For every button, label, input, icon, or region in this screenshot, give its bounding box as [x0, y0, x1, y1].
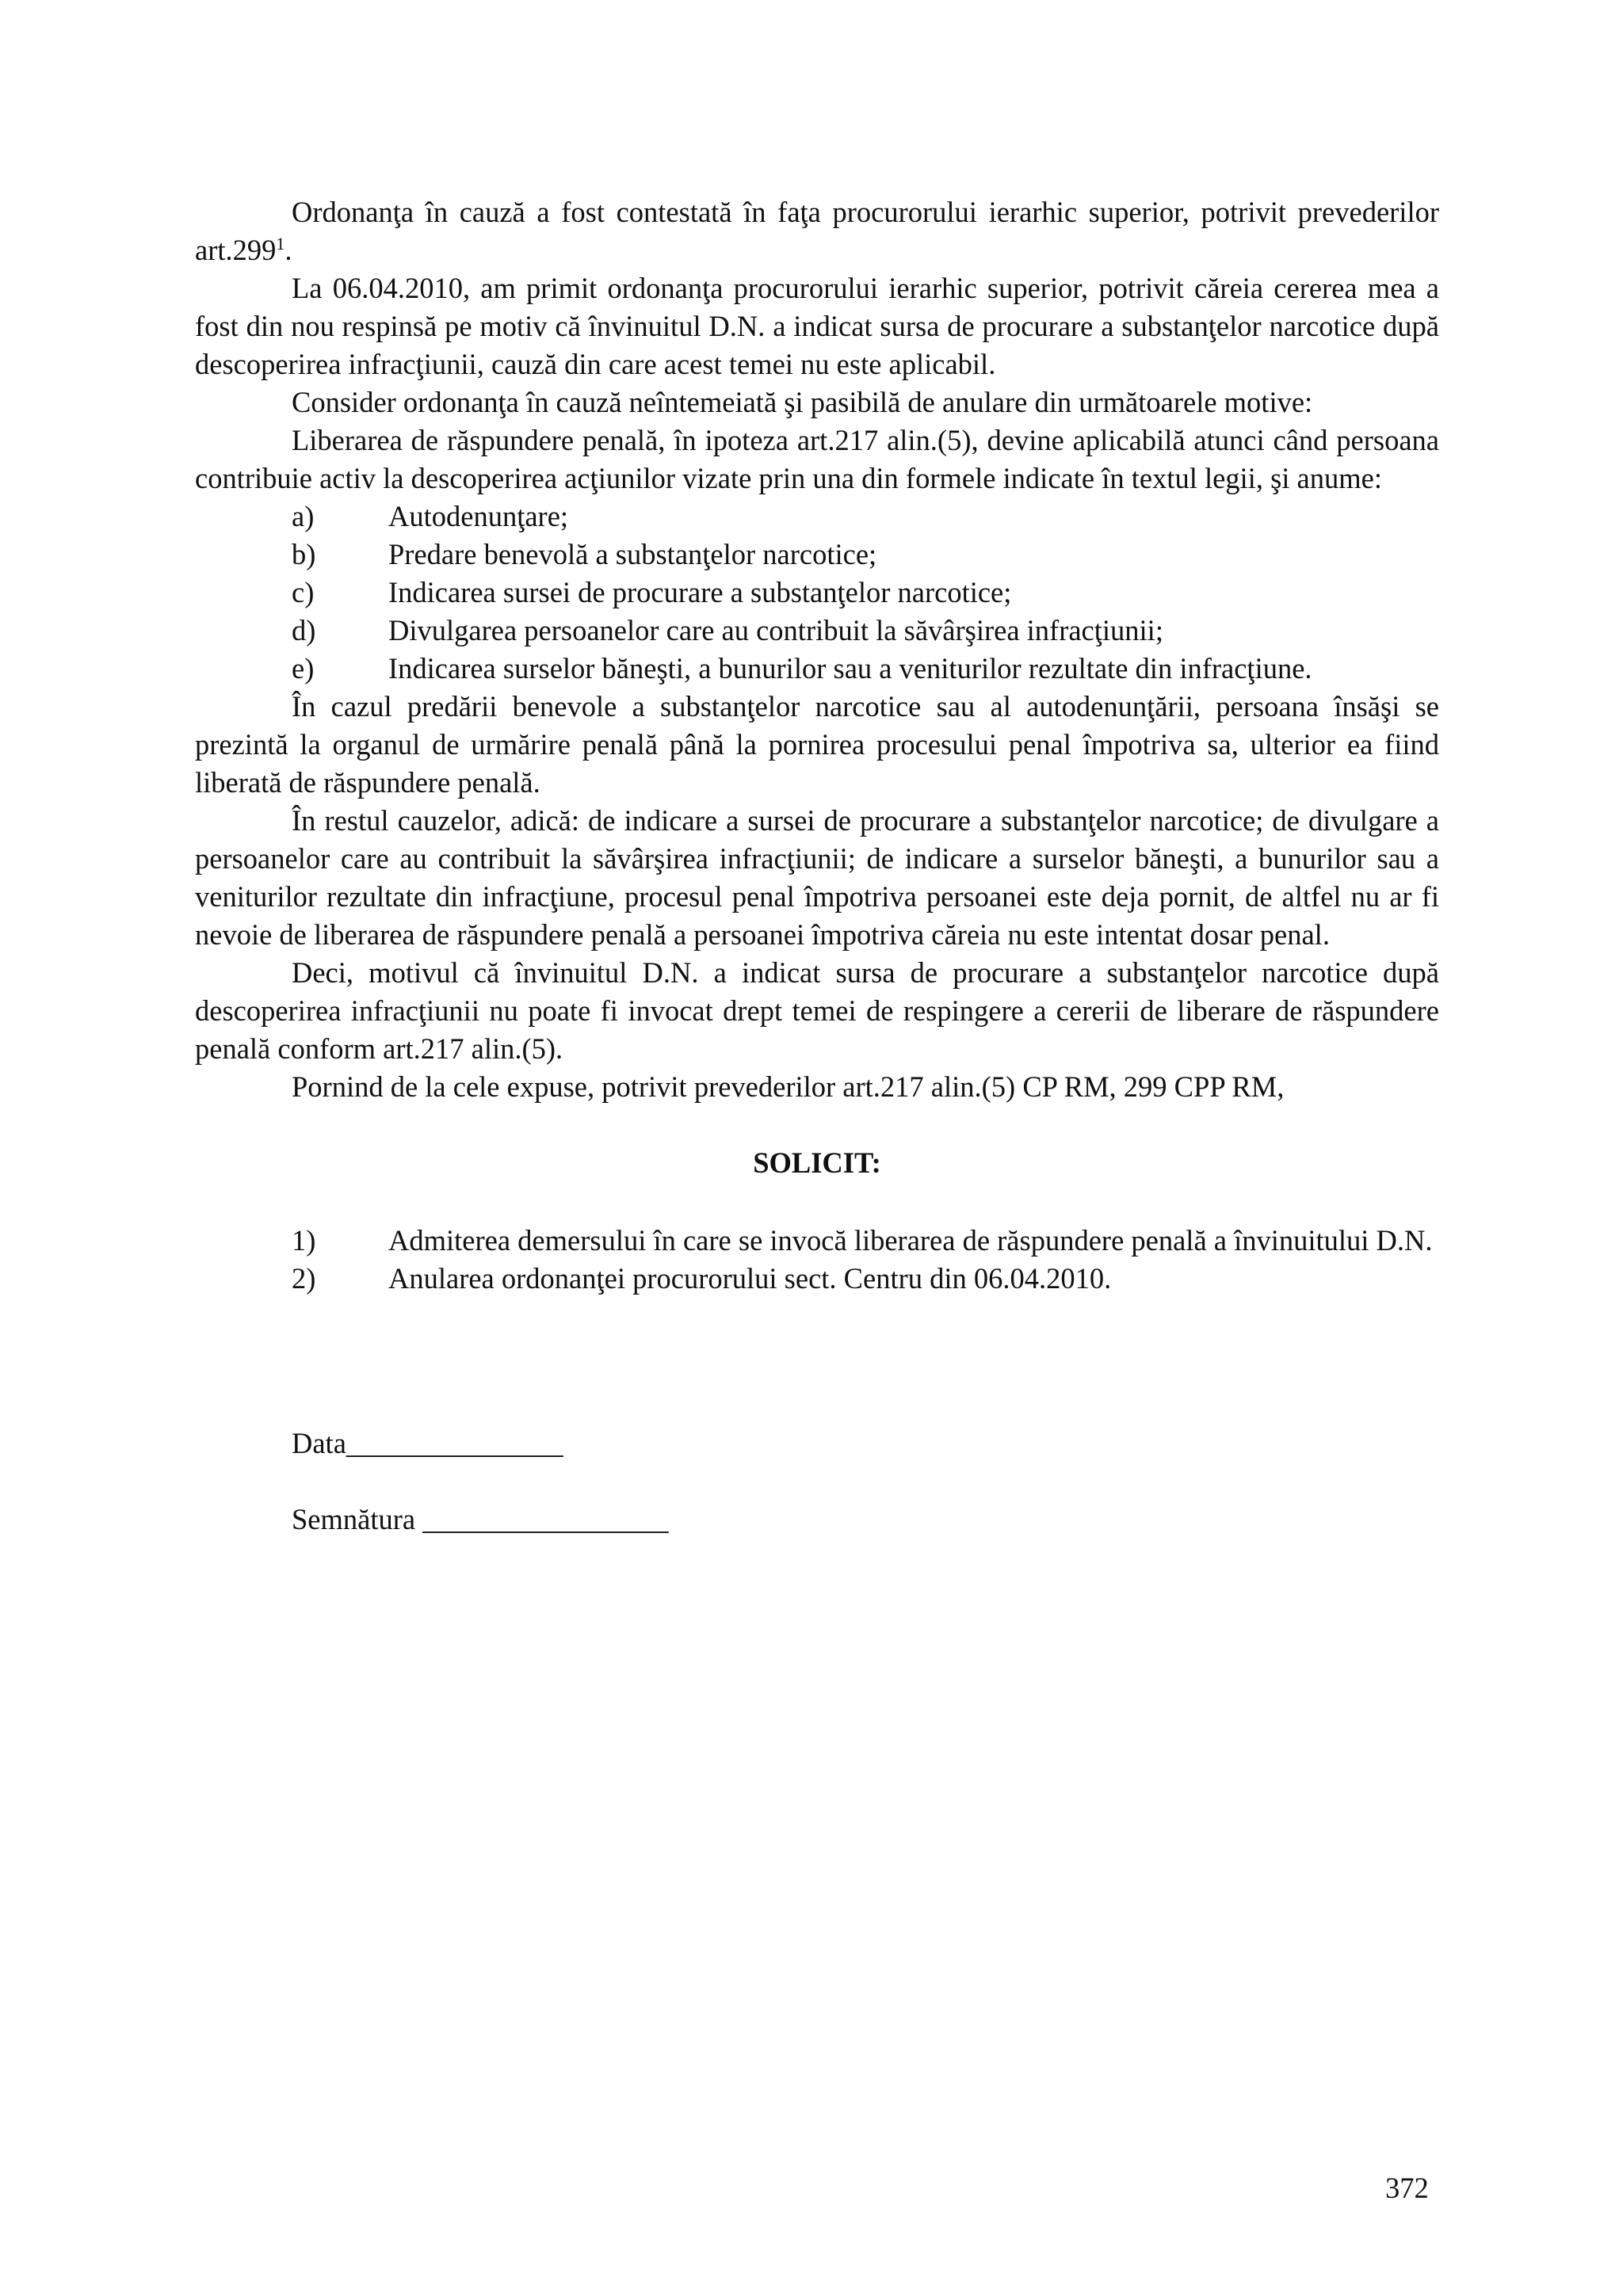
request-item-label: 2) [292, 1262, 316, 1295]
list-item [195, 536, 1439, 574]
request-item [195, 1260, 1439, 1298]
paragraph-contestation [195, 193, 1439, 269]
list-item-text: Predare benevolă a substanţelor narcotice; [388, 538, 877, 570]
list-item-text: Divulgarea persoanelor care au contribuit la săvârşirea infracţiunii; [388, 614, 1163, 646]
list-item [195, 574, 1439, 612]
paragraph-legal-basis: Pornind de la cele expuse, potrivit prevederilor art.217 alin.(5) CP RM, 299 CPP RM, [292, 1070, 1285, 1103]
request-item-label: 1) [292, 1224, 316, 1257]
list-item-label: a) [292, 500, 315, 532]
list-item-text: Indicarea sursei de procurare a substanţelor narcotice; [388, 576, 1012, 608]
list-item-label: d) [292, 614, 316, 646]
paragraph-ordinance-received: La 06.04.2010, am primit ordonanţa procurorului ierarhic superior, potrivit căreia cererea mea a fost din nou respinsă pe motiv că învinuitul D.N. a indicat sursa de procurare a substanţelor narcotice după descoperirea infracţiunii, cauză din care acest temei nu este aplicabil. [195, 272, 1439, 380]
list-item [195, 650, 1439, 688]
list-item-label: e) [292, 652, 315, 685]
list-item [195, 498, 1439, 536]
list-item-text: Autodenunţare; [388, 500, 569, 532]
signature-field: Semnătura _________________ [292, 1503, 669, 1535]
article-superscript: 1 [276, 233, 285, 254]
page-number: 372 [1385, 2172, 1429, 2204]
list-item [195, 612, 1439, 650]
paragraph-voluntary-surrender: În cazul predării benevole a substanţelor narcotice sau al autodenunţării, persoana însăşi se prezintă la organul de urmărire penală până la pornirea procesului penal împotriva sa, ulterior ea fiind liberată de răspundere penală. [195, 690, 1439, 799]
date-field: Data_______________ [292, 1427, 563, 1459]
request-item-text: Anularea ordonanţei procurorului sect. Centru din 06.04.2010. [388, 1262, 1112, 1295]
paragraph-consider: Consider ordonanţa în cauză neîntemeiată şi pasibilă de anulare din următoarele motive: [292, 386, 1313, 418]
paragraph-contestation-end: . [285, 234, 292, 266]
paragraph-contestation-text: Ordonanţa în cauză a fost contestată în faţa procurorului ierarhic superior, potrivit prevederilor art.299 [195, 196, 1439, 266]
paragraph-conclusion: Deci, motivul că învinuitul D.N. a indicat sursa de procurare a substanţelor narcotice după descoperirea infracţiunii nu poate fi invocat drept temei de respingere a cererii de liberare de răspundere penală conform art.217 alin.(5). [195, 956, 1439, 1065]
paragraph-other-cases: În restul cauzelor, adică: de indicare a sursei de procurare a substanţelor narcotice; de divulgare a persoanelor care au contribuit la săvârşirea infracţiunii; de indicare a surselor băneşti, a bunurilor sau a veniturilor rezultate din infracţiune, procesul penal împotriva persoanei este deja pornit, de altfel nu ar fi nevoie de liberarea de răspundere penală a persoanei împotriva căreia nu este intentat dosar penal. [195, 804, 1439, 951]
request-item [195, 1222, 1439, 1260]
document-page [195, 193, 1439, 1539]
list-item-text: Indicarea surselor băneşti, a bunurilor sau a veniturilor rezultate din infracţiune. [388, 652, 1312, 685]
request-item-text: Admiterea demersului în care se invocă liberarea de răspundere penală a învinuitului D.N. [388, 1224, 1433, 1257]
list-item-label: b) [292, 538, 316, 570]
paragraph-liberation: Liberarea de răspundere penală, în ipoteza art.217 alin.(5), devine aplicabilă atunci când persoana contribuie activ la descoperirea acţiunilor vizate prin una din formele indicate în textul legii, şi anume: [195, 424, 1439, 494]
request-heading: SOLICIT: [753, 1146, 881, 1179]
list-item-label: c) [292, 576, 315, 608]
